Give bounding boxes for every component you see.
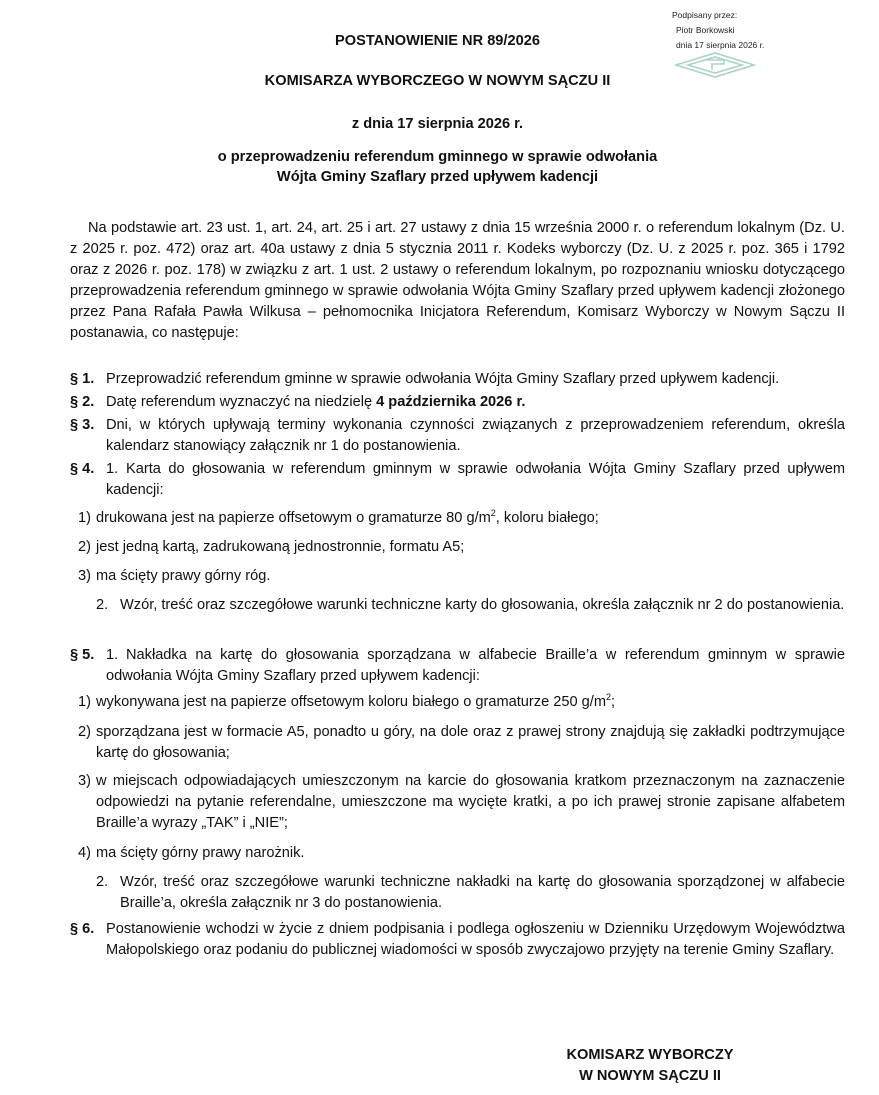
item-text: sporządzana jest w formacie A5, ponadto u góry, na dole oraz z prawej strony znajdują się zakładki podtrzymujące kartę do głosowania;	[96, 724, 845, 761]
list-item	[78, 566, 845, 587]
section-text-lead: Datę referendum wyznaczyć na niedzielę	[106, 394, 377, 410]
item-text: jest jedną kartą, zadrukowaną jednostronnie, formatu A5;	[96, 539, 465, 555]
item-number: 3)	[78, 568, 91, 584]
document-date: z dnia 17 sierpnia 2026 r.	[351, 116, 524, 132]
referendum-date: 4 października 2026 r.	[376, 394, 526, 410]
document-title: POSTANOWIENIE NR 89/2026	[335, 33, 540, 49]
item-text	[96, 692, 845, 713]
section-number: § 6.	[70, 921, 95, 937]
subject-line-2: Wójta Gminy Szaflary przed upływem kadencji	[276, 169, 599, 185]
section-text	[106, 392, 845, 413]
point-number: 2.	[96, 874, 109, 890]
point-text: Wzór, treść oraz szczegółowe warunki techniczne nakładki na kartę do głosowania sporządzonej w alfabecie Braille’a, określa załącznik nr 3 do postanowienia.	[120, 874, 845, 911]
point-number: 1.	[106, 461, 119, 477]
point-2	[96, 595, 845, 616]
section-1	[70, 369, 845, 390]
superscript: 2	[490, 508, 496, 519]
preamble: Na podstawie art. 23 ust. 1, art. 24, art. 25 i art. 27 ustawy z dnia 15 września 2000 r. o referendum lokalnym (Dz. U. z 2025 r. poz. 472) oraz art. 40a ustawy z dnia 5 stycznia 2011 r. Kodeks wyborczy (Dz. U. z 2025 r. poz. 365 i 1792 oraz z 2026 r. poz. 178) w związku z art. 1 ust. 2 ustawy o referendum lokalnym, po rozpoznaniu wniosku dotyczącego przeprowadzenia referendum gminnego w sprawie odwołania Wójta Gminy Szaflary przed upływem kadencji złożonego przez Pana Rafała Pawła Wilkusa – pełnomocnika Inicjatora Referendum, Komisarz Wyborczy w Nowym Sączu II postanawia, co następuje:	[70, 220, 845, 341]
signature-label: Podpisany przez:	[672, 10, 738, 20]
item-number: 3)	[78, 773, 91, 789]
signer-name: Piotr Borkowski	[676, 25, 735, 35]
section-text: Postanowienie wchodzi w życie z dniem podpisania i podlega ogłoszeniu w Dzienniku Urzędowym Województwa Małopolskiego oraz podaniu do publicznej wiadomości w sposób zwyczajowo przyjęty na terenie Gminy Szaflary.	[106, 921, 845, 958]
section-number: § 5.	[70, 647, 95, 663]
section-6	[70, 919, 845, 961]
signature-date: dnia 17 sierpnia 2026 r.	[676, 40, 765, 50]
item-text-main: wykonywana jest na papierze offsetowym koloru białego o gramaturze 250 g/m	[96, 694, 606, 710]
section-5	[70, 645, 845, 687]
section-text: Nakładka na kartę do głosowania sporządzana w alfabecie Braille’a w referendum gminnym w sprawie odwołania Wójta Gminy Szaflary przed upływem kadencji:	[106, 647, 845, 684]
item-text: ma ścięty prawy górny róg.	[96, 568, 271, 584]
list-item	[78, 537, 845, 558]
point-number: 1.	[106, 647, 119, 663]
list-item	[78, 843, 845, 864]
section-4	[70, 459, 845, 501]
item-text: ma ścięty górny prawy narożnik.	[96, 845, 305, 861]
signoff-line-2: W NOWYM SĄCZU II	[579, 1068, 721, 1084]
point-2	[96, 872, 845, 914]
list-item	[78, 508, 845, 529]
item-number: 1)	[78, 694, 91, 710]
list-item	[78, 692, 845, 713]
item-number: 2)	[78, 539, 91, 555]
section-number: § 1.	[70, 371, 95, 387]
section-text: Dni, w których upływają terminy wykonania czynności związanych z przeprowadzeniem referendum, określa kalendarz stanowiący załącznik nr 1 do postanowienia.	[106, 417, 845, 454]
subject-line-1: o przeprowadzeniu referendum gminnego w sprawie odwołania	[217, 149, 658, 165]
point-number: 2.	[96, 597, 109, 613]
issuing-authority: KOMISARZA WYBORCZEGO W NOWYM SĄCZU II	[264, 73, 611, 89]
item-number: 1)	[78, 510, 91, 526]
section-text: Karta do głosowania w referendum gminnym w sprawie odwołania Wójta Gminy Szaflary przed upływem kadencji:	[106, 461, 845, 498]
section-number: § 3.	[70, 417, 95, 433]
item-number: 2)	[78, 724, 91, 740]
point-text: Wzór, treść oraz szczegółowe warunki techniczne karty do głosowania, określa załącznik nr 2 do postanowienia.	[120, 597, 845, 613]
item-number: 4)	[78, 845, 91, 861]
signoff-line-1: KOMISARZ WYBORCZY	[566, 1047, 734, 1063]
section-2	[70, 392, 845, 413]
list-item	[78, 771, 845, 834]
item-text	[96, 508, 845, 529]
superscript: 2	[605, 692, 611, 703]
section-number: § 4.	[70, 461, 95, 477]
section-text: Przeprowadzić referendum gminne w sprawie odwołania Wójta Gminy Szaflary przed upływem kadencji.	[106, 371, 780, 387]
item-text-end: ;	[611, 694, 616, 710]
item-text-end: , koloru białego;	[495, 510, 599, 526]
list-item	[78, 722, 845, 764]
item-text: w miejscach odpowiadających umieszczonym na karcie do głosowania kratkom przeznaczonym na zaznaczenie odpowiedzi na pytanie referendalne, umieszczone ma wycięte kratki, a po ich prawej stronie zapisane alfabetem Braille’a wyrazy „TAK” i „NIE”;	[96, 773, 845, 831]
item-text-main: drukowana jest na papierze offsetowym o gramaturze 80 g/m	[96, 510, 491, 526]
section-3	[70, 415, 845, 457]
section-number: § 2.	[70, 394, 95, 410]
